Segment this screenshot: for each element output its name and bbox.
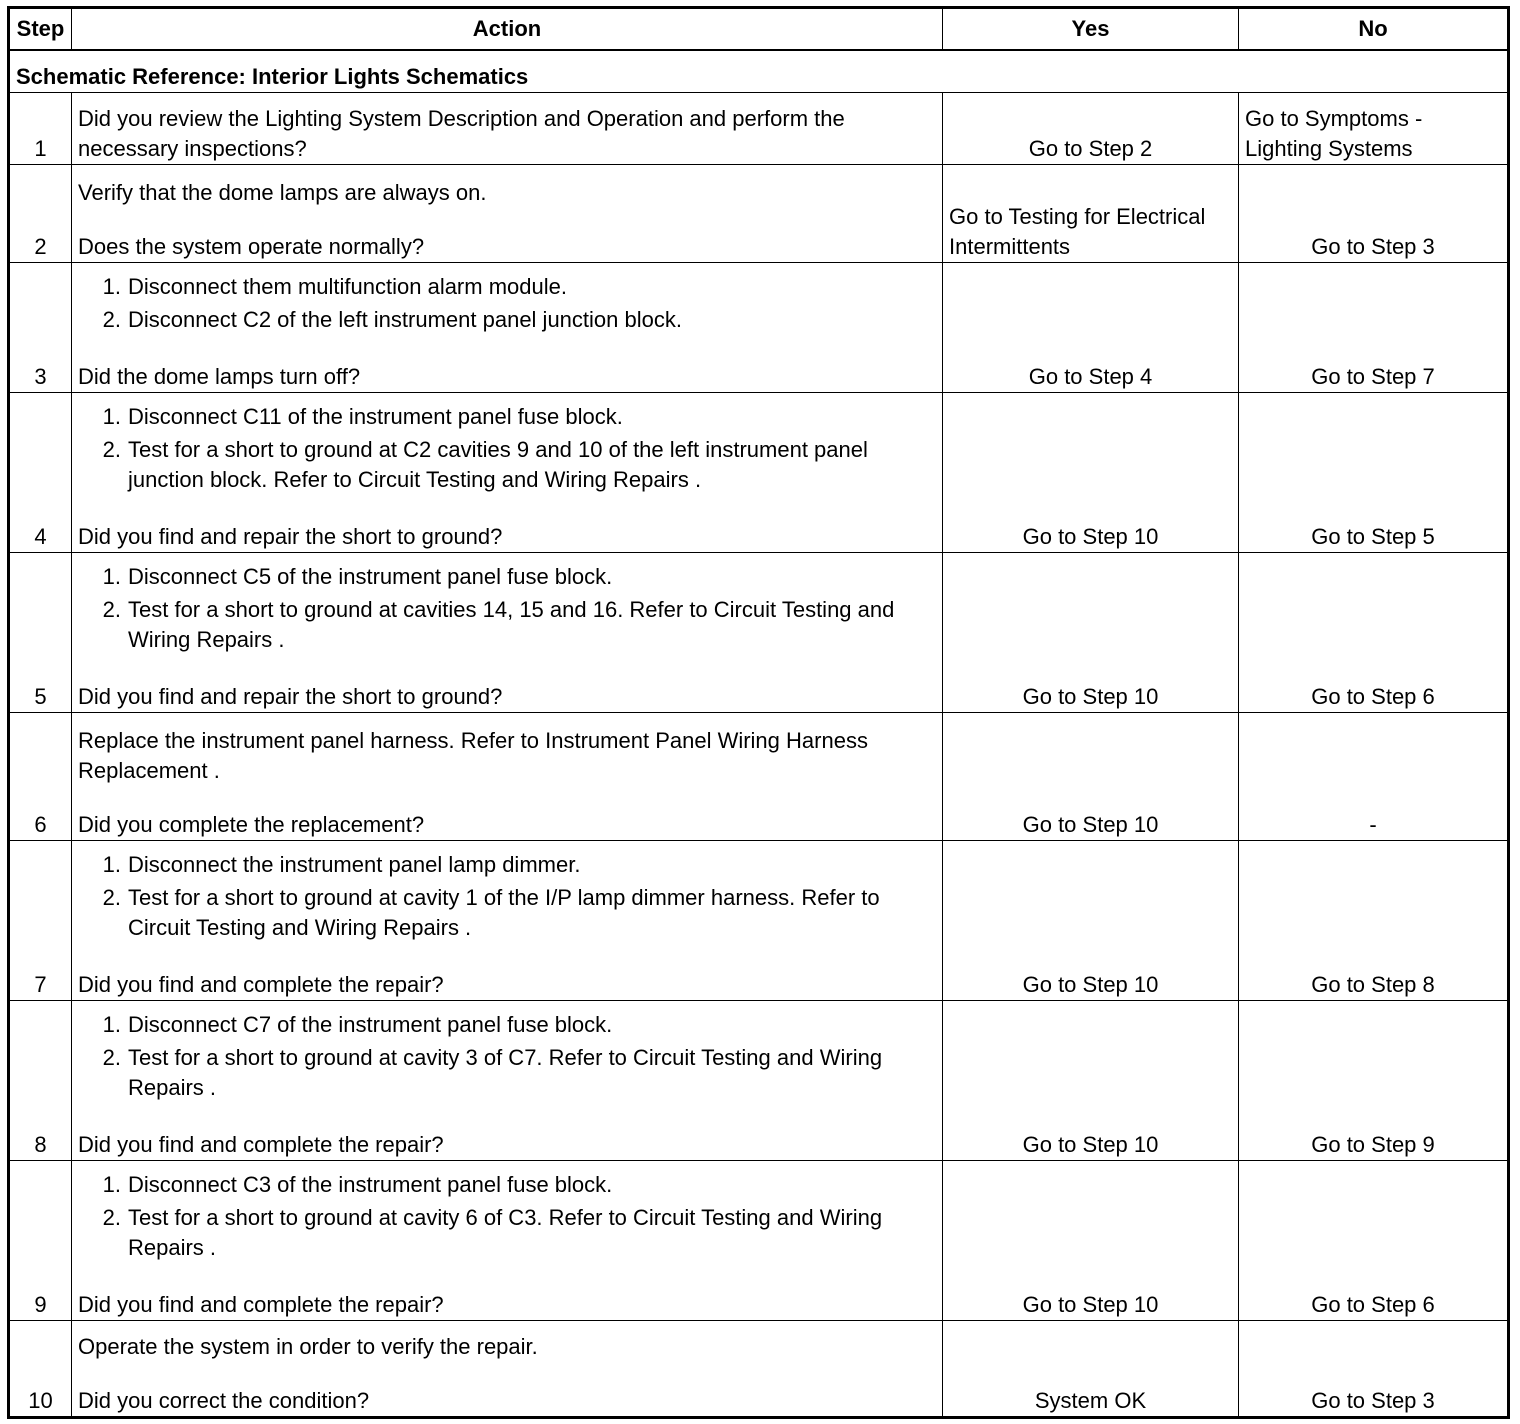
- no-outcome: Go to Step 8: [1239, 841, 1509, 1001]
- list-item-number: 1.: [102, 1172, 121, 1197]
- no-outcome: Go to Step 7: [1239, 263, 1509, 393]
- spacer: [78, 946, 936, 970]
- step-action: [72, 1001, 943, 1161]
- action-intro: Replace the instrument panel harness. Refer to Instrument Panel Wiring Harness Replacement .: [78, 728, 868, 783]
- spacer: [78, 208, 936, 232]
- step-number: 8: [9, 1001, 72, 1161]
- action-list: [78, 1170, 936, 1263]
- header-action: Action: [72, 8, 943, 51]
- step-number: 5: [9, 553, 72, 713]
- yes-outcome: Go to Step 4: [943, 263, 1239, 393]
- action-list-item: [78, 1043, 936, 1103]
- step-row: [9, 1161, 1509, 1321]
- list-item-text: Test for a short to ground at C2 cavities 9 and 10 of the left instrument panel junction block. Refer to Circuit Testing and Wiring Repairs .: [128, 437, 868, 492]
- action-list-item: [78, 1203, 936, 1263]
- no-outcome: Go to Step 3: [1239, 1321, 1509, 1418]
- list-item-text: Disconnect C3 of the instrument panel fuse block.: [128, 1172, 613, 1197]
- list-item-text: Disconnect C11 of the instrument panel fuse block.: [128, 404, 623, 429]
- action-list: [78, 402, 936, 495]
- step-row: [9, 713, 1509, 841]
- action-list-item: [78, 883, 936, 943]
- action-question: Did you find and complete the repair?: [78, 1132, 444, 1157]
- step-number: 3: [9, 263, 72, 393]
- step-number: 6: [9, 713, 72, 841]
- step-row: [9, 841, 1509, 1001]
- list-item-text: Test for a short to ground at cavity 6 of C3. Refer to Circuit Testing and Wiring Repairs .: [128, 1205, 883, 1260]
- no-outcome: Go to Step 5: [1239, 393, 1509, 553]
- list-item-number: 2.: [102, 307, 121, 332]
- action-list-item: [78, 1010, 936, 1040]
- step-number: 4: [9, 393, 72, 553]
- list-item-text: Disconnect them multifunction alarm module.: [128, 274, 567, 299]
- action-question: Did you find and complete the repair?: [78, 1292, 444, 1317]
- list-item-number: 1.: [102, 1012, 121, 1037]
- diagnostic-table: [7, 6, 1510, 1419]
- step-action: [72, 393, 943, 553]
- action-list: [78, 850, 936, 943]
- action-list-item: [78, 435, 936, 495]
- spacer: [78, 338, 936, 362]
- step-number: 9: [9, 1161, 72, 1321]
- step-action: [72, 841, 943, 1001]
- list-item-number: 2.: [102, 1045, 121, 1070]
- action-intro: Operate the system in order to verify the repair.: [78, 1334, 538, 1359]
- action-question: Did you correct the condition?: [78, 1388, 370, 1413]
- step-row: [9, 553, 1509, 713]
- action-list-item: [78, 305, 936, 335]
- spacer: [78, 786, 936, 810]
- action-list-item: [78, 272, 936, 302]
- yes-outcome: Go to Step 10: [943, 1001, 1239, 1161]
- action-question: Did you complete the replacement?: [78, 812, 425, 837]
- list-item-text: Test for a short to ground at cavity 3 of C7. Refer to Circuit Testing and Wiring Repairs .: [128, 1045, 883, 1100]
- no-outcome: -: [1239, 713, 1509, 841]
- no-outcome: Go to Step 3: [1239, 165, 1509, 263]
- no-outcome: Go to Symptoms - Lighting Systems: [1239, 93, 1509, 165]
- step-number: 7: [9, 841, 72, 1001]
- yes-outcome: System OK: [943, 1321, 1239, 1418]
- yes-outcome: Go to Step 10: [943, 393, 1239, 553]
- schematic-reference: Schematic Reference: Interior Lights Schematics: [9, 50, 1509, 93]
- header-no: No: [1239, 8, 1509, 51]
- action-question: Did you find and repair the short to ground?: [78, 524, 503, 549]
- step-row: [9, 393, 1509, 553]
- yes-outcome: Go to Step 10: [943, 1161, 1239, 1321]
- schematic-reference-row: [9, 50, 1509, 93]
- list-item-number: 1.: [102, 564, 121, 589]
- action-question: Did you find and complete the repair?: [78, 972, 444, 997]
- list-item-number: 2.: [102, 1205, 121, 1230]
- step-number: 2: [9, 165, 72, 263]
- yes-outcome: Go to Step 10: [943, 553, 1239, 713]
- action-question: Did you find and repair the short to ground?: [78, 684, 503, 709]
- no-outcome: Go to Step 6: [1239, 1161, 1509, 1321]
- list-item-text: Test for a short to ground at cavity 1 of the I/P lamp dimmer harness. Refer to Circuit Testing and Wiring Repairs .: [128, 885, 880, 940]
- spacer: [78, 1266, 936, 1290]
- header-row: [9, 8, 1509, 51]
- step-row: [9, 1321, 1509, 1418]
- list-item-text: Test for a short to ground at cavities 14, 15 and 16. Refer to Circuit Testing and Wiring Repairs .: [128, 597, 895, 652]
- list-item-number: 2.: [102, 885, 121, 910]
- step-row: [9, 93, 1509, 165]
- list-item-number: 1.: [102, 274, 121, 299]
- step-action: [72, 553, 943, 713]
- yes-outcome: Go to Step 2: [943, 93, 1239, 165]
- list-item-number: 1.: [102, 852, 121, 877]
- action-list: [78, 562, 936, 655]
- list-item-number: 1.: [102, 404, 121, 429]
- yes-outcome: Go to Testing for Electrical Intermittents: [943, 165, 1239, 263]
- yes-outcome: Go to Step 10: [943, 713, 1239, 841]
- list-item-text: Disconnect the instrument panel lamp dimmer.: [128, 852, 581, 877]
- step-action: [72, 1321, 943, 1418]
- step-action: [72, 93, 943, 165]
- spacer: [78, 658, 936, 682]
- list-item-text: Disconnect C7 of the instrument panel fuse block.: [128, 1012, 613, 1037]
- table-body: [9, 8, 1509, 1418]
- action-list-item: [78, 402, 936, 432]
- spacer: [78, 498, 936, 522]
- list-item-number: 2.: [102, 597, 121, 622]
- action-list-item: [78, 562, 936, 592]
- action-intro: Verify that the dome lamps are always on.: [78, 180, 487, 205]
- step-action: [72, 263, 943, 393]
- step-number: 1: [9, 93, 72, 165]
- spacer: [78, 1362, 936, 1386]
- list-item-text: Disconnect C5 of the instrument panel fuse block.: [128, 564, 613, 589]
- action-list-item: [78, 850, 936, 880]
- step-row: [9, 165, 1509, 263]
- action-intro: Did you review the Lighting System Description and Operation and perform the necessary inspections?: [78, 106, 845, 161]
- header-yes: Yes: [943, 8, 1239, 51]
- step-number: 10: [9, 1321, 72, 1418]
- action-list: [78, 272, 936, 335]
- action-list-item: [78, 595, 936, 655]
- yes-outcome: Go to Step 10: [943, 841, 1239, 1001]
- action-question: Does the system operate normally?: [78, 234, 425, 259]
- no-outcome: Go to Step 9: [1239, 1001, 1509, 1161]
- list-item-text: Disconnect C2 of the left instrument panel junction block.: [128, 307, 682, 332]
- action-list-item: [78, 1170, 936, 1200]
- step-action: [72, 165, 943, 263]
- action-list: [78, 1010, 936, 1103]
- list-item-number: 2.: [102, 437, 121, 462]
- step-row: [9, 263, 1509, 393]
- no-outcome: Go to Step 6: [1239, 553, 1509, 713]
- action-question: Did the dome lamps turn off?: [78, 364, 361, 389]
- spacer: [78, 1106, 936, 1130]
- header-step: Step: [9, 8, 72, 51]
- step-row: [9, 1001, 1509, 1161]
- step-action: [72, 1161, 943, 1321]
- step-action: [72, 713, 943, 841]
